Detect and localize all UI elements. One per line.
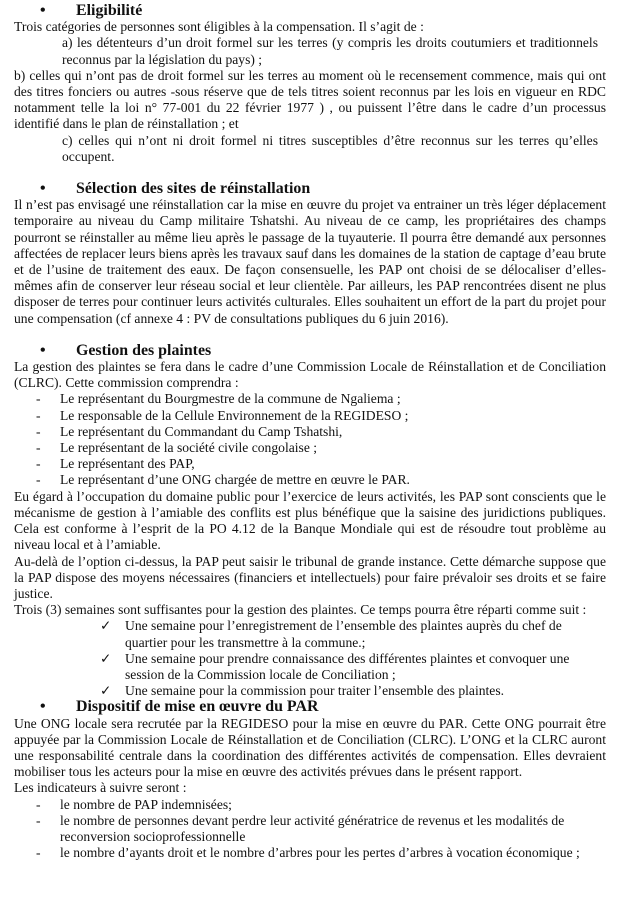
dash-icon: - (36, 440, 41, 456)
plaintes-paragraph-1: Eu égard à l’occupation du domaine public pour l’exercice de leurs activités, les PAP sont conscients que le mécanisme de gestion à l’amiable des conflits est plus bénéfique que la saisine des juridictions publiques. Cela est conforme à l’esprit de la PO 4.12 de la Banque Mondiale qui est de résoudre tout problème au niveau local et à l’amiable. (14, 488, 606, 553)
eligibilite-item-b: b) celles qui n’ont pas de droit formel sur les terres au moment où le recensement commence, mais qui ont des titres fonciers ou autres -sous réserve que de tels titres soient reconnus par les lois en vigueur en RDC notamment telle la loi n° 77-001 du 22 février 1977 ) , ou puissent l’être dans le cadre d’un processus identifié dans le plan de réinstallation ; et (14, 67, 606, 132)
dash-icon: - (36, 407, 41, 423)
heading-selection (14, 181, 606, 197)
indicators-list (14, 797, 606, 862)
heading-text: Dispositif de mise en œuvre du PAR (76, 698, 319, 716)
dash-icon: - (36, 796, 41, 812)
list-item: - Le représentant de la société civile congolaise ; (36, 440, 318, 456)
list-item: - le nombre d’ayants droit et le nombre d’arbres pour les pertes d’arbres à vocation économique ; (36, 845, 580, 861)
bullet-icon: • (40, 341, 46, 359)
heading-text: Gestion des plaintes (76, 341, 212, 359)
list-item: ✓ Une semaine pour prendre connaissance des différentes plaintes et convoquer une session de la Commission locale de Conciliation ; (100, 650, 570, 682)
bullet-icon: • (40, 698, 46, 716)
section-gap (14, 327, 606, 343)
heading-text: Eligibilité (76, 2, 143, 19)
plaintes-intro: La gestion des plaintes se fera dans le cadre d’une Commission Locale de Réinstallation et de Conciliation (CLRC). Cette commission comprendra : (14, 359, 606, 391)
list-item: ✓ Une semaine pour l’enregistrement de l’ensemble des plaintes auprès du chef de quartier pour les transmettre à la commune.; (100, 618, 562, 650)
eligibilite-item-c: c) celles qui n’ont ni droit formel ni titres susceptibles d’être reconnus sur les terres qu’elles occupent. (62, 132, 598, 164)
bullet-icon: • (40, 180, 46, 198)
eligibilite-item-a: a) les détenteurs d’un droit formel sur les terres (y compris les droits coutumiers et traditionnels reconnus par la législation du pays) ; (62, 35, 598, 67)
heading-text: Sélection des sites de réinstallation (76, 180, 311, 198)
dash-icon: - (36, 456, 41, 472)
eligibilite-intro: Trois catégories de personnes sont éligibles à la compensation. Il s’agit de : (14, 19, 424, 35)
checkmark-icon: ✓ (100, 618, 112, 634)
list-item: - le nombre de personnes devant perdre leur activité génératrice de revenus et les modalités de reconversion socioprofessionnelle (36, 812, 565, 844)
heading-eligibilite (14, 3, 606, 19)
heading-plaintes (14, 343, 606, 359)
checkmark-icon: ✓ (100, 650, 112, 666)
dash-icon: - (36, 391, 41, 407)
list-item: - le nombre de PAP indemnisées; (36, 796, 232, 812)
selection-paragraph: Il n’est pas envisagé une réinstallation car la mise en œuvre du projet va entrainer un très léger déplacement temporaire au niveau du Camp militaire Tshatshi. Au niveau de ce camp, les propriétaires des champs pourront se réinstaller au même lieu après le passage de la tuyauterie. Il pourra être demandé aux personnes affectées de replacer leurs biens après les travaux sauf dans les domaines de la station de captage d’eau brute et de l’usine de traitement des eaux. De façon consensuelle, les PAP ont choisi de se délocaliser d’elles-mêmes afin de conserver leur réseau social et leur clientèle. Par ailleurs, les PAP rencontrées disent ne plus disposer de terres pour continuer leurs activités culturales. Elles souhaitent un effort de la part du projet pour une compensation (cf annexe 4 : PV de consultations publiques du 6 juin 2016). (14, 197, 606, 326)
dash-icon: - (36, 472, 41, 488)
list-item: - Le représentant du Bourgmestre de la commune de Ngaliema ; (36, 391, 401, 407)
commission-members-list (14, 391, 606, 488)
bullet-icon: • (40, 2, 46, 19)
plaintes-paragraph-2: Au-delà de l’option ci-dessus, la PAP peut saisir le tribunal de grande instance. Cette démarche suppose que la PAP dispose des moyens nécessaires (financiers et intellectuels) pour faire prévaloir ses droits et se faire justice. (14, 553, 606, 601)
list-item: ✓ Une semaine pour la commission pour traiter l’ensemble des plaintes. (100, 683, 505, 699)
dash-icon: - (36, 423, 41, 439)
weeks-list (14, 618, 606, 699)
heading-dispositif (14, 699, 606, 715)
checkmark-icon: ✓ (100, 683, 112, 699)
dash-icon: - (36, 812, 41, 828)
list-item: - Le responsable de la Cellule Environnement de la REGIDESO ; (36, 407, 409, 423)
list-item: - Le représentant des PAP, (36, 456, 195, 472)
plaintes-paragraph-3: Trois (3) semaines sont suffisantes pour la gestion des plaintes. Ce temps pourra être réparti comme suit : (14, 602, 587, 618)
section-gap (14, 165, 606, 181)
dispositif-paragraph: Une ONG locale sera recrutée par la REGIDESO pour la mise en œuvre du PAR. Cette ONG pourrait être appuyée par la Commission Locale de Réinstallation et de Conciliation (CLRC). L’ONG et la CLRC auront une responsabilité centrale dans la coordination des différentes activités de compensation. Elles devraient mobiliser tous les acteurs pour la mise en œuvre des activités prévues dans le présent rapport. (14, 715, 606, 780)
list-item: - Le représentant d’une ONG chargée de mettre en œuvre le PAR. (36, 472, 410, 488)
indicators-intro: Les indicateurs à suivre seront : (14, 780, 187, 796)
list-item: - Le représentant du Commandant du Camp Tshatshi, (36, 423, 343, 439)
dash-icon: - (36, 845, 41, 861)
